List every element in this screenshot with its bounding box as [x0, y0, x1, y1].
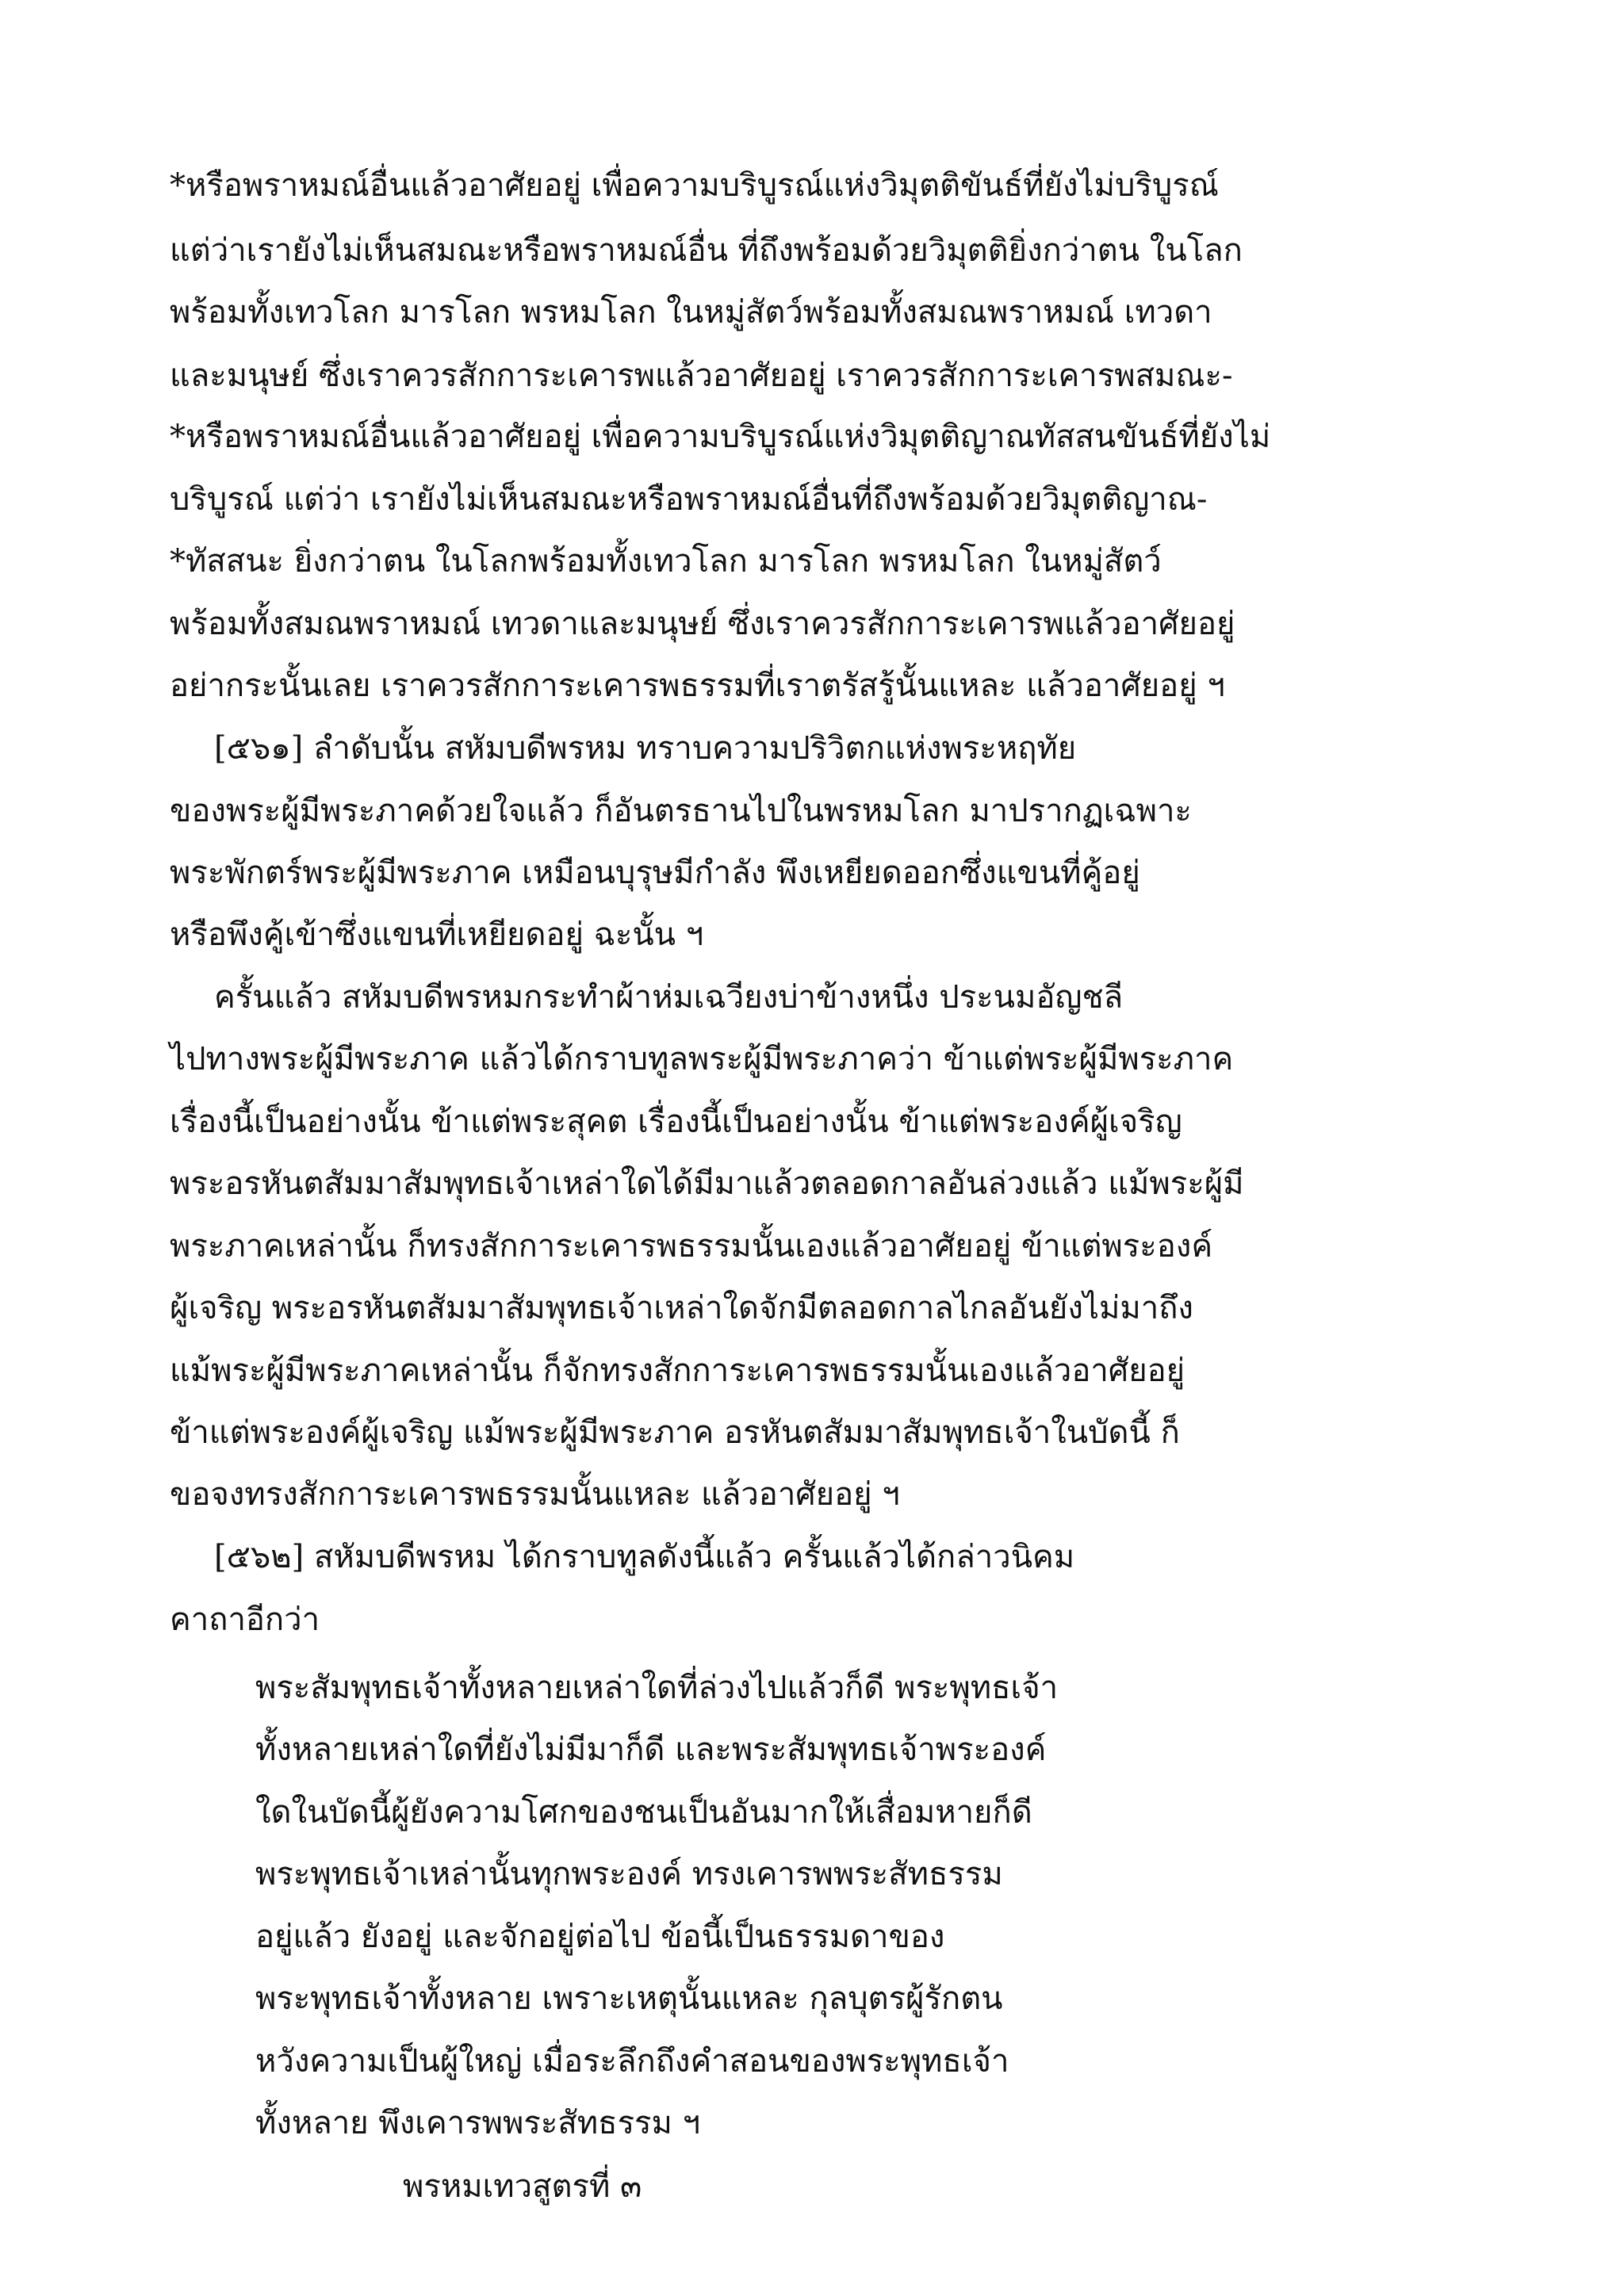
text-line: พระภาคเหล่านั้น ก็ทรงสักการะเคารพธรรมนั้นเองแล้วอาศัยอยู่ ข้าแต่พระองค์ [170, 1228, 1213, 1265]
verse-line: พระสัมพุทธเจ้าทั้งหลายเหล่าใดที่ล่วงไปแล้วก็ดี พระพุทธเจ้า [255, 1670, 1059, 1706]
verse-line: พระพุทธเจ้าเหล่านั้นทุกพระองค์ ทรงเคารพพระสัทธรรม [255, 1856, 1003, 1892]
text-line: พร้อมทั้งสมณพราหมณ์ เทวดาและมนุษย์ ซึ่งเราควรสักการะเคารพแล้วอาศัยอยู่ [170, 606, 1235, 642]
verse-line: ทั้งหลาย พึงเคารพพระสัทธรรม ฯ [255, 2105, 701, 2141]
text-line: บริบูรณ์ แต่ว่า เรายังไม่เห็นสมณะหรือพราหมณ์อื่นที่ถึงพร้อมด้วยวิมุตติญาณ- [170, 481, 1208, 518]
text-line: คาถาอีกว่า [170, 1601, 320, 1638]
sutta-title: พรหมเทวสูตรที่ ๓ [403, 2168, 642, 2205]
verse-line: หวังความเป็นผู้ใหญ่ เมื่อระลึกถึงคำสอนของพระพุทธเจ้า [255, 2043, 1009, 2080]
text-line: *หรือพราหมณ์อื่นแล้วอาศัยอยู่ เพื่อความบริบูรณ์แห่งวิมุตติญาณทัสสนขันธ์ที่ยังไม่ [170, 419, 1271, 455]
text-line: อย่ากระนั้นเลย เราควรสักการะเคารพธรรมที่เราตรัสรู้นั้นแหละ แล้วอาศัยอยู่ ฯ [170, 668, 1225, 704]
verse-line: ทั้งหลายเหล่าใดที่ยังไม่มีมาก็ดี และพระสัมพุทธเจ้าพระองค์ [255, 1732, 1047, 1768]
text-line: ผู้เจริญ พระอรหันตสัมมาสัมพุทธเจ้าเหล่าใดจักมีตลอดกาลไกลอันยังไม่มาถึง [170, 1290, 1193, 1326]
text-line: ขอจงทรงสักการะเคารพธรรมนั้นแหละ แล้วอาศัยอยู่ ฯ [170, 1476, 900, 1513]
verse-line: อยู่แล้ว ยังอยู่ และจักอยู่ต่อไป ข้อนี้เป็นธรรมดาของ [255, 1919, 945, 1955]
text-line: แม้พระผู้มีพระภาคเหล่านั้น ก็จักทรงสักการะเคารพธรรมนั้นเองแล้วอาศัยอยู่ [170, 1353, 1185, 1389]
text-line: พระอรหันตสัมมาสัมพุทธเจ้าเหล่าใดได้มีมาแล้วตลอดกาลอันล่วงแล้ว แม้พระผู้มี [170, 1165, 1244, 1202]
verse-line: ใดในบัดนี้ผู้ยังความโศกของชนเป็นอันมากให้เสื่อมหายก็ดี [255, 1794, 1032, 1831]
text-line: ไปทางพระผู้มีพระภาค แล้วได้กราบทูลพระผู้มีพระภาคว่า ข้าแต่พระผู้มีพระภาค [170, 1041, 1234, 1077]
text-line: พร้อมทั้งเทวโลก มารโลก พรหมโลก ในหมู่สัตว์พร้อมทั้งสมณพราหมณ์ เทวดา [170, 294, 1212, 331]
text-line: พระพักตร์พระผู้มีพระภาค เหมือนบุรุษมีกำลัง พึงเหยียดออกซึ่งแขนที่คู้อยู่ [170, 855, 1140, 891]
text-line: แต่ว่าเรายังไม่เห็นสมณะหรือพราหมณ์อื่น ที่ถึงพร้อมด้วยวิมุตติยิ่งกว่าตน ในโลก [170, 232, 1243, 269]
text-line: ข้าแต่พระองค์ผู้เจริญ แม้พระผู้มีพระภาค อรหันตสัมมาสัมพุทธเจ้าในบัดนี้ ก็ [170, 1414, 1180, 1451]
paragraph-562-heading: [๕๖๒] สหัมบดีพรหม ได้กราบทูลดังนี้แล้ว ครั้นแล้วได้กล่าวนิคม [214, 1539, 1075, 1575]
text-line: *ทัสสนะ ยิ่งกว่าตน ในโลกพร้อมทั้งเทวโลก มารโลก พรหมโลก ในหมู่สัตว์ [170, 543, 1162, 580]
text-line: และมนุษย์ ซึ่งเราควรสักการะเคารพแล้วอาศัยอยู่ เราควรสักการะเคารพสมณะ- [170, 358, 1233, 394]
text-line: เรื่องนี้เป็นอย่างนั้น ข้าแต่พระสุคต เรื่องนี้เป็นอย่างนั้น ข้าแต่พระองค์ผู้เจริญ [170, 1104, 1182, 1140]
text-line: ของพระผู้มีพระภาคด้วยใจแล้ว ก็อันตรธานไปในพรหมโลก มาปรากฏเฉพาะ [170, 793, 1192, 829]
paragraph-start: ครั้นแล้ว สหัมบดีพรหมกระทำผ้าห่มเฉวียงบ่าข้างหนึ่ง ประนมอัญชลี [214, 979, 1124, 1016]
text-line: *หรือพราหมณ์อื่นแล้วอาศัยอยู่ เพื่อความบริบูรณ์แห่งวิมุตติขันธ์ที่ยังไม่บริบูรณ์ [170, 167, 1219, 204]
verse-line: พระพุทธเจ้าทั้งหลาย เพราะเหตุนั้นแหละ กุลบุตรผู้รักตน [255, 1980, 1003, 2017]
text-line: หรือพึงคู้เข้าซึ่งแขนที่เหยียดอยู่ ฉะนั้น ฯ [170, 916, 704, 953]
paragraph-561-heading: [๕๖๑] ลำดับนั้น สหัมบดีพรหม ทราบความปริวิตกแห่งพระหฤทัย [214, 730, 1077, 767]
